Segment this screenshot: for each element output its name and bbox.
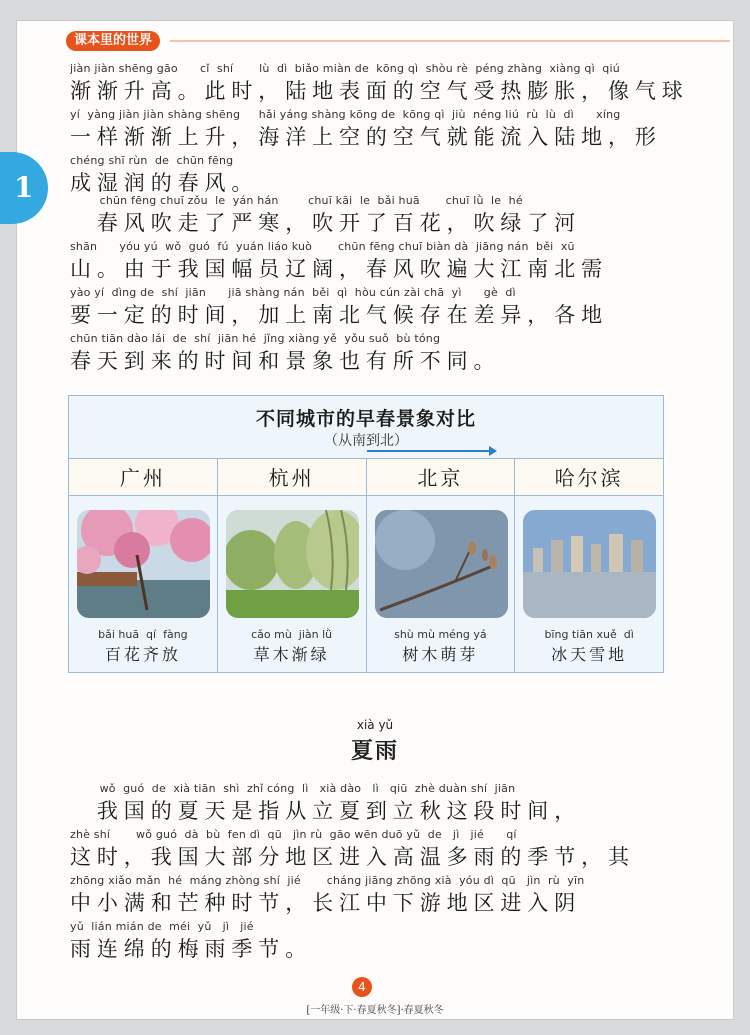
caption-pinyin: bǎi huā qí fàng <box>98 628 188 641</box>
city-comparison-table <box>68 395 664 673</box>
pinyin: yí yàng jiàn jiàn shàng shēng hǎi yáng shàng kōng de kōng qì jiù néng liú rù lù dì xíng <box>70 108 621 121</box>
hanzi: 渐渐升高。此时，陆地表面的空气受热膨胀，像气球 <box>70 79 689 103</box>
intro-paragraph <box>70 62 689 200</box>
caption: 百花齐放 <box>104 645 181 664</box>
pinyin: chūn tiān dào lái de shí jiān hé jǐng xiàng yě yǒu suǒ bù tóng <box>70 332 441 345</box>
city-column-guangzhou <box>69 458 217 672</box>
hanzi: 春天到来的时间和景象也有所不同。 <box>70 349 501 373</box>
frozen-river-photo <box>523 510 656 618</box>
table-subtitle: （从南到北） <box>324 433 408 449</box>
text-line <box>70 194 682 240</box>
table-columns <box>69 458 663 672</box>
city-column-hangzhou <box>217 458 366 672</box>
page-footer: [一年级·下·春夏秋冬]·春夏秋冬 <box>306 1005 444 1016</box>
city-name: 杭州 <box>218 458 366 496</box>
caption: 树木萌芽 <box>402 645 479 664</box>
pinyin: wǒ guó de xià tiān shì zhǐ cóng lì xià dào lì qiū zhè duàn shí jiān <box>70 782 516 795</box>
text-line <box>70 62 689 108</box>
hanzi: 要一定的时间，加上南北气候存在差异，各地 <box>70 303 608 327</box>
text-line <box>70 332 682 378</box>
summer-paragraph <box>70 782 682 966</box>
spring-paragraph <box>70 194 682 378</box>
hanzi: 我国的夏天是指从立夏到立秋这段时间， <box>70 799 582 823</box>
pinyin: chūn fēng chuī zǒu le yán hán chuī kāi le bǎi huā chuī lǜ le hé <box>70 194 523 207</box>
city-name: 北京 <box>367 458 515 496</box>
hanzi: 这时，我国大部分地区进入高温多雨的季节，其 <box>70 845 635 869</box>
pinyin: yào yí dìng de shí jiān jiā shàng nán běi qì hòu cún zài chā yì gè dì <box>70 286 516 299</box>
city-name: 广州 <box>69 458 217 496</box>
pinyin: yǔ lián mián de méi yǔ jì jié <box>70 920 254 933</box>
hanzi: 春风吹走了严寒，吹开了百花，吹绿了河 <box>70 211 582 235</box>
table-title: 不同城市的早春景象对比 <box>255 408 476 430</box>
caption-pinyin: cǎo mù jiàn lǜ <box>251 628 333 641</box>
text-line <box>70 874 682 920</box>
caption-pinyin: bīng tiān xuě dì <box>544 628 634 641</box>
section-title: 夏雨 <box>350 738 399 764</box>
hanzi: 中小满和芒种时节，长江中下游地区进入阴 <box>70 891 582 915</box>
pinyin: chéng shī rùn de chūn fēng <box>70 154 234 167</box>
arrow-right-icon <box>367 450 491 452</box>
text-line <box>70 920 682 966</box>
text-line <box>70 240 682 286</box>
hanzi: 成湿润的春风。 <box>70 171 259 195</box>
city-column-harbin <box>514 458 663 672</box>
pinyin: zhè shí wǒ guó dà bù fen dì qū jìn rù gāo wēn duō yǔ de jì jié qí <box>70 828 517 841</box>
text-line <box>70 782 682 828</box>
header-divider <box>170 40 730 42</box>
section-title-pinyin: xià yǔ <box>356 718 394 732</box>
unit-tab: 1 <box>0 152 48 224</box>
flowers-photo <box>77 510 210 618</box>
willow-photo <box>226 510 359 618</box>
pinyin: zhōng xiǎo mǎn hé máng zhòng shí jié cháng jiāng zhōng xià yóu dì qū jìn rù yīn <box>70 874 585 887</box>
hanzi: 雨连绵的梅雨季节。 <box>70 937 313 961</box>
city-column-beijing <box>366 458 515 672</box>
caption-pinyin: shù mù méng yá <box>394 628 487 641</box>
text-line <box>70 828 682 874</box>
text-line <box>70 108 682 154</box>
bud-branch-photo <box>375 510 508 618</box>
pinyin: jiàn jiàn shēng gāo cǐ shí lù dì biǎo miàn de kōng qì shòu rè péng zhàng xiàng qì qiú <box>70 62 620 75</box>
caption: 冰天雪地 <box>551 645 628 664</box>
city-name: 哈尔滨 <box>515 458 663 496</box>
text-line <box>70 286 682 332</box>
section-badge: 课本里的世界 <box>66 31 160 51</box>
caption: 草木渐绿 <box>253 645 330 664</box>
hanzi: 山。由于我国幅员辽阔，春风吹遍大江南北需 <box>70 257 608 281</box>
hanzi: 一样渐渐上升，海洋上空的空气就能流入陆地，形 <box>70 125 662 149</box>
pinyin: shān yóu yú wǒ guó fú yuán liáo kuò chūn fēng chuī biàn dà jiāng nán běi xū <box>70 240 575 253</box>
page-number: 4 <box>352 977 372 997</box>
